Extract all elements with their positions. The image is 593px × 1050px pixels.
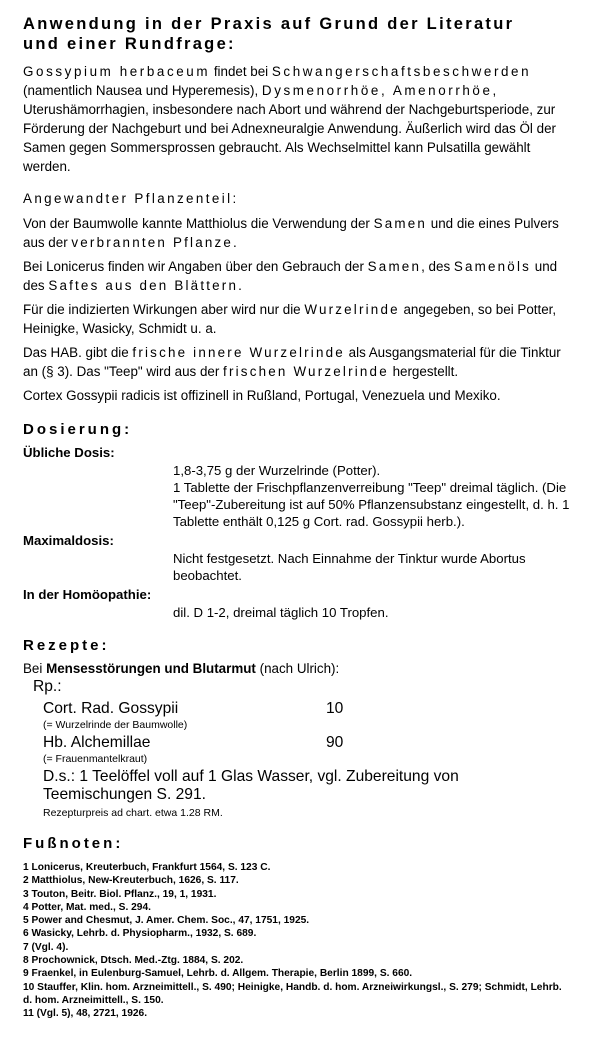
recipe-ingredient-2 <box>33 734 571 752</box>
usual-dose-value: 1,8-3,75 g der Wurzelrinde (Potter). <box>173 463 381 478</box>
plant-part-paragraph-1: Von der Baumwolle kannte Matthiolus die Verwendung der Samen und die eines Pulvers aus der verbrannten Pflanze. <box>23 216 559 250</box>
document-page <box>23 14 571 1021</box>
dosage-section <box>23 444 571 621</box>
homoeopathy-value: dil. D 1-2, dreimal täglich 10 Tropfen. <box>173 605 389 620</box>
footnote: 8 Prochownick, Dtsch. Med.-Ztg. 1884, S. 202. <box>23 955 244 967</box>
title-line-2: und einer Rundfrage: <box>23 35 236 53</box>
footnote: 3 Touton, Beitr. Biol. Pflanz., 19, 1, 1931. <box>23 888 217 900</box>
ingredient-note: (= Frauenmantelkraut) <box>43 753 148 765</box>
ingredient-note: (= Wurzelrinde der Baumwolle) <box>43 719 188 731</box>
dosage-heading: Dosierung: <box>23 421 133 438</box>
max-dose-label: Maximaldosis: <box>23 533 114 548</box>
page-title <box>23 14 571 54</box>
ingredient-amount: 90 <box>326 734 344 751</box>
recipe-rp: Rp.: <box>33 678 62 695</box>
ingredient-name: Cort. Rad. Gossypii <box>43 700 179 717</box>
recipe-ingredient-1 <box>33 700 571 718</box>
plant-part-paragraph-3: Für die indizierten Wirkungen aber wird nur die Wurzelrinde angegeben, so bei Potter, Heinigke, Wasicky, Schmidt u. a. <box>23 302 557 336</box>
usual-dose-label: Übliche Dosis: <box>23 445 115 460</box>
title-line-1: Anwendung in der Praxis auf Grund der Literatur <box>23 15 515 33</box>
intro-paragraph: Gossypium herbaceum findet bei Schwangerschaftsbeschwerden (namentlich Nausea und Hyperemesis), Dysmenorrhöe, Amenorrhöe, Uterushämorrhagien, insbesondere nach Abort und während der Nachgeburtsperiode, zur Förderung der Nachgeburt und bei Adnexneuralgie Anwendung. Äußerlich wird das Öl der Samen gegen Sommersprossen gebraucht. Als Wechselmittel kann Pulsatilla gewählt werden. <box>23 64 556 174</box>
ingredient-amount: 10 <box>326 700 344 717</box>
max-dose-value: Nicht festgesetzt. Nach Einnahme der Tinktur wurde Abortus beobachtet. <box>173 551 526 583</box>
recipe-block <box>33 678 571 820</box>
footnote: 4 Potter, Mat. med., S. 294. <box>23 901 151 913</box>
homoeopathy-label: In der Homöopathie: <box>23 587 152 602</box>
plant-part-paragraph-5: Cortex Gossypii radicis ist offizinell in Rußland, Portugal, Venezuela und Mexiko. <box>23 388 501 403</box>
usual-dose-teep: 1 Tablette der Frischpflanzenverreibung "Teep" dreimal täglich. (Die "Teep"-Zubereitung ist auf 50% Pflanzensubstanz eingestellt, d. h. 1 Tablette enthält 0,125 g Cort. rad. Gossypii herb.). <box>173 480 570 529</box>
recipe-intro: Bei Mensesstörungen und Blutarmut (nach Ulrich): <box>23 661 340 676</box>
footnotes-list <box>23 861 571 1021</box>
footnote: 2 Matthiolus, New-Kreuterbuch, 1626, S. 117. <box>23 875 239 887</box>
plant-part-paragraph-4: Das HAB. gibt die frische innere Wurzelrinde als Ausgangsmaterial für die Tinktur an (§ 3). Das "Teep" wird aus der frischen Wurzelrinde hergestellt. <box>23 345 561 379</box>
ingredient-name: Hb. Alchemillae <box>43 734 151 751</box>
recipe-instructions: D.s.: 1 Teelöffel voll auf 1 Glas Wasser, vgl. Zubereitung von Teemischungen S. 291. <box>43 768 459 803</box>
footnote: 6 Wasicky, Lehrb. d. Physiopharm., 1932, S. 689. <box>23 928 257 940</box>
footnotes-heading: Fußnoten: <box>23 835 124 852</box>
recipes-heading: Rezepte: <box>23 637 110 654</box>
footnote: 11 (Vgl. 5), 48, 2721, 1926. <box>23 1008 148 1020</box>
footnote: 1 Lonicerus, Kreuterbuch, Frankfurt 1564, S. 123 C. <box>23 862 271 873</box>
footnote: 9 Fraenkel, in Eulenburg-Samuel, Lehrb. d. Allgem. Therapie, Berlin 1899, S. 660. <box>23 968 413 980</box>
footnote: 10 Stauffer, Klin. hom. Arzneimittell., S. 490; Heinigke, Handb. d. hom. Arzneiwirkungsl., S. 279; Schmidt, Lehrb. d. hom. Arzneimittell., S. 150. <box>23 981 562 1006</box>
plant-part-heading: Angewandter Pflanzenteil: <box>23 191 239 206</box>
footnote: 7 (Vgl. 4). <box>23 941 69 953</box>
footnote: 5 Power and Chesmut, J. Amer. Chem. Soc., 47, 1751, 1925. <box>23 915 310 927</box>
recipe-price: Rezepturpreis ad chart. etwa 1.28 RM. <box>43 807 223 819</box>
plant-part-paragraph-2: Bei Lonicerus finden wir Angaben über den Gebrauch der Samen, des Samenöls und des Saftes aus den Blättern. <box>23 259 558 293</box>
